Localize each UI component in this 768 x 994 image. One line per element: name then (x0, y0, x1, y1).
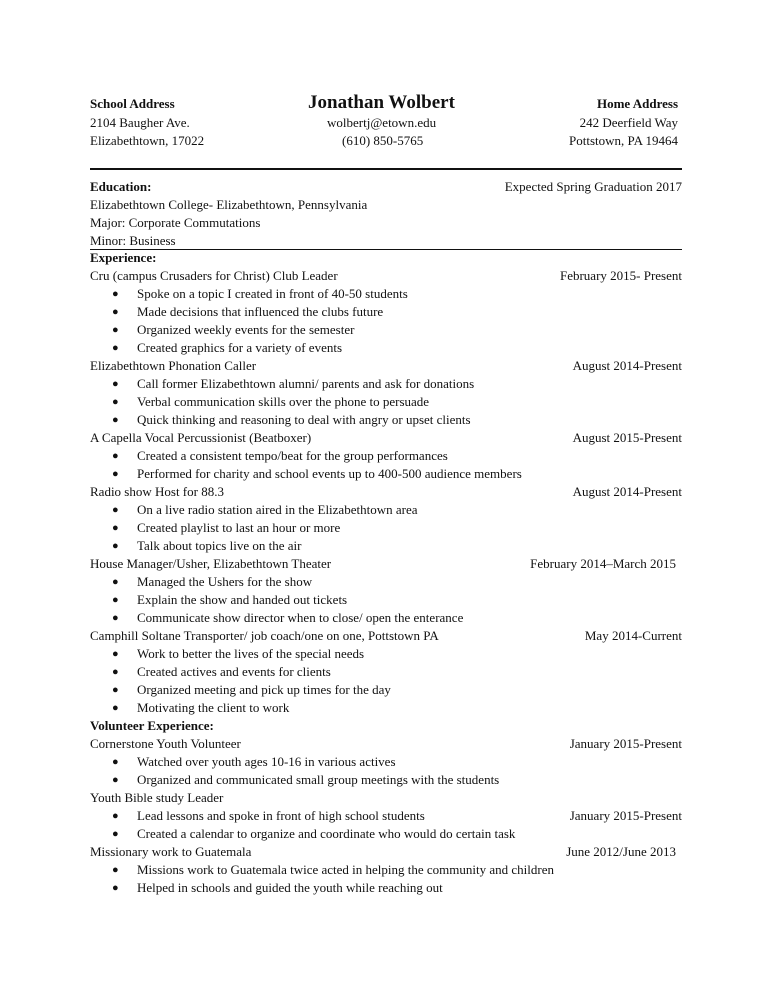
job-bullet: ● Talk about topics live on the air (112, 538, 302, 553)
job-bullet: ● Communicate show director when to close/ open the enterance (112, 610, 464, 625)
school-street: 2104 Baugher Ave. (90, 115, 190, 130)
job-entry (90, 483, 682, 501)
volunteer-title: Missionary work to Guatemala (90, 844, 252, 859)
home-street: 242 Deerfield Way (579, 115, 678, 130)
job-title: Elizabethtown Phonation Caller (90, 358, 257, 373)
job-bullet: ● Created playlist to last an hour or more (112, 520, 341, 535)
job-entry (90, 555, 682, 573)
job-bullet: ● Created graphics for a variety of events (112, 340, 343, 355)
job-dates: February 2014–March 2015 (530, 556, 676, 571)
job-bullet: ● Managed the Ushers for the show (112, 574, 313, 589)
volunteer-bullet: ● Organized and communicated small group meetings with the students (112, 772, 500, 787)
job-dates: August 2015-Present (572, 430, 682, 445)
experience-heading: Experience: (90, 250, 157, 265)
job-bullet: ● Made decisions that influenced the clubs future (112, 304, 384, 319)
job-dates: August 2014-Present (572, 358, 682, 373)
volunteer-dates: June 2012/June 2013 (566, 844, 676, 859)
experience-section (90, 249, 682, 897)
job-title: Camphill Soltane Transporter/ job coach/one on one, Pottstown PA (90, 628, 439, 643)
job-bullet: ● Organized weekly events for the semester (112, 322, 355, 337)
school-city: Elizabethtown, 17022 (90, 133, 205, 148)
phone: (610) 850-5765 (342, 133, 424, 148)
volunteer-entry (90, 843, 682, 861)
major: Major: Corporate Commutations (90, 215, 261, 230)
job-bullet: ● Motivating the client to work (112, 700, 290, 715)
volunteer-bullet: ● Watched over youth ages 10-16 in various actives (112, 754, 396, 769)
job-bullet: ● Explain the show and handed out tickets (112, 592, 348, 607)
volunteer-title: Youth Bible study Leader (90, 790, 224, 805)
job-entry (90, 627, 682, 645)
job-bullet: ● Created actives and events for clients (112, 664, 331, 679)
job-title: Radio show Host for 88.3 (90, 484, 224, 499)
volunteer-entry (90, 735, 682, 753)
job-bullet: ● Verbal communication skills over the phone to persuade (112, 394, 430, 409)
job-bullet: ● Call former Elizabethtown alumni/ parents and ask for donations (112, 376, 475, 391)
job-title: A Capella Vocal Percussionist (Beatboxer) (90, 430, 312, 445)
volunteer-dates: January 2015-Present (569, 736, 682, 751)
job-entry (90, 357, 682, 375)
job-bullet: ● On a live radio station aired in the Elizabethtown area (112, 502, 418, 517)
job-bullet: ● Quick thinking and reasoning to deal with angry or upset clients (112, 412, 471, 427)
college: Elizabethtown College- Elizabethtown, Pennsylvania (90, 197, 368, 212)
volunteer-bullet: ● Created a calendar to organize and coordinate who would do certain task (112, 826, 516, 841)
job-bullet: ● Spoke on a topic I created in front of 40-50 students (112, 286, 408, 301)
education-heading: Education: (90, 179, 152, 194)
email: wolbertj@etown.edu (327, 115, 437, 130)
job-entry (90, 429, 682, 447)
education-section (90, 178, 682, 250)
volunteer-title: Cornerstone Youth Volunteer (90, 736, 241, 751)
volunteer-heading: Volunteer Experience: (90, 718, 214, 733)
job-dates: February 2015- Present (559, 268, 682, 283)
job-entry (90, 267, 682, 285)
header-divider (90, 168, 682, 170)
job-dates: May 2014-Current (584, 628, 682, 643)
home-address-label: Home Address (596, 96, 678, 111)
volunteer-entry (90, 789, 682, 807)
job-bullet: ● Performed for charity and school events up to 400-500 audience members (112, 466, 522, 481)
minor: Minor: Business (90, 233, 176, 248)
job-bullet: ● Work to better the lives of the special needs (112, 646, 365, 661)
school-address-label: School Address (90, 96, 175, 111)
graduation-date: Expected Spring Graduation 2017 (504, 179, 682, 194)
volunteer-dates: January 2015-Present (569, 808, 682, 823)
volunteer-bullet: ● Missions work to Guatemala twice acted in helping the community and children (112, 862, 554, 877)
volunteer-bullet: ● Lead lessons and spoke in front of high school students January 2015-Present (112, 808, 682, 823)
job-dates: August 2014-Present (572, 484, 682, 499)
home-city: Pottstown, PA 19464 (569, 133, 678, 148)
job-bullet: ● Organized meeting and pick up times for the day (112, 682, 391, 697)
job-title: Cru (campus Crusaders for Christ) Club Leader (90, 268, 338, 283)
job-title: House Manager/Usher, Elizabethtown Theater (90, 556, 332, 571)
applicant-name: Jonathan Wolbert (308, 92, 455, 113)
job-bullet: ● Created a consistent tempo/beat for the group performances (112, 448, 448, 463)
volunteer-bullet: ● Helped in schools and guided the youth while reaching out (112, 880, 443, 895)
